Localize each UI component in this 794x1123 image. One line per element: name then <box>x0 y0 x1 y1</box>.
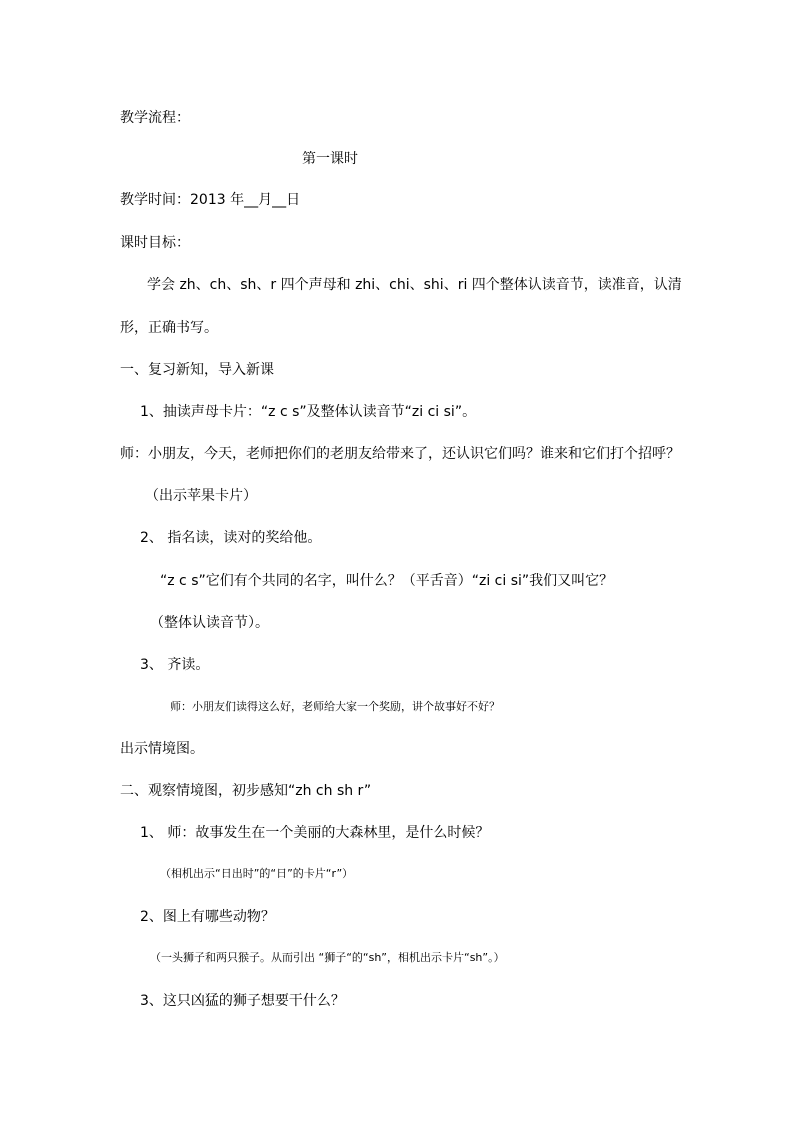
teaching-time: 教学时间：2013 年__月__日 <box>120 192 301 208</box>
section1-item3: 3、 齐读。 <box>140 657 210 673</box>
section2-item3: 3、这只凶猛的狮子想要干什么？ <box>140 993 345 1009</box>
section1-title: 一、复习新知，导入新课 <box>120 362 274 378</box>
objective-text-line1: 学会 zh、ch、sh、r 四个声母和 zhi、chi、shi、ri 四个整体认读音节，读准音，认清 <box>147 277 682 293</box>
section1-item2: 2、 指名读，读对的奖给他。 <box>140 530 322 546</box>
section1-show-picture: 出示情境图。 <box>120 741 204 757</box>
section2-title: 二、观察情境图，初步感知“zh ch sh r” <box>120 783 372 799</box>
section1-teacher-small: 师：小朋友们读得这么好，老师给大家一个奖励，讲个故事好不好？ <box>170 700 500 713</box>
section2-item2: 2、图上有哪些动物？ <box>140 909 275 925</box>
section1-teacher-line: 师：小朋友，今天，老师把你们的老朋友给带来了，还认识它们吗？谁来和它们打个招呼？ <box>120 446 680 462</box>
objectives-label: 课时目标： <box>120 235 190 251</box>
section-heading: 教学流程： <box>120 110 190 126</box>
section1-answer: （整体认读音节）。 <box>150 615 269 631</box>
section2-item1: 1、 师：故事发生在一个美丽的大森林里，是什么时候？ <box>140 825 490 841</box>
lesson-title: 第一课时 <box>302 151 358 167</box>
section1-question: “z c s”它们有个共同的名字，叫什么？（平舌音）“zi ci si”我们又叫它？ <box>160 573 614 589</box>
section2-note1: （相机出示“日出时”的“日”的卡片“r”） <box>160 867 354 880</box>
section1-item1: 1、抽读声母卡片：“z c s”及整体认读音节“zi ci si”。 <box>140 404 477 420</box>
section2-note2: （一头狮子和两只猴子。从而引出 “狮子“的“sh”，相机出示卡片“sh”。） <box>150 951 505 964</box>
objective-text-line2: 形，正确书写。 <box>120 320 218 336</box>
section1-show-card: （出示苹果卡片） <box>145 488 257 504</box>
